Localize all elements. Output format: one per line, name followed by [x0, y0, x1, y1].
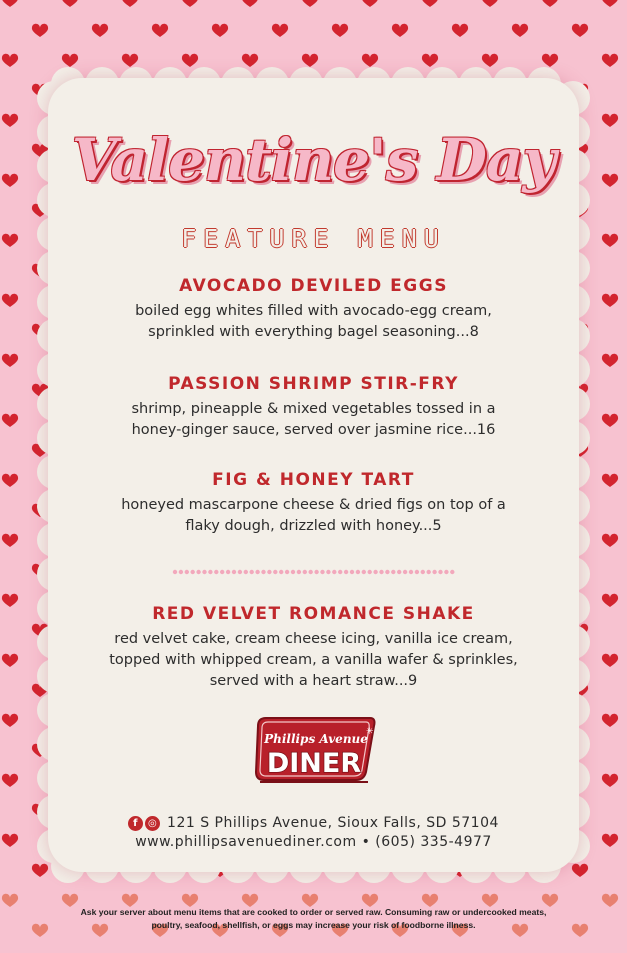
divider-dot [273, 570, 277, 574]
divider-dot [415, 570, 419, 574]
divider-dot [220, 570, 224, 574]
divider-dot [208, 570, 212, 574]
divider-dot [379, 570, 383, 574]
menu-item [48, 276, 579, 343]
sparkle-icon: ✳ [366, 727, 374, 737]
divider-dot [303, 570, 307, 574]
address-line [48, 815, 579, 831]
divider-dot [191, 570, 195, 574]
menu-item-name: RED VELVET ROMANCE SHAKE [152, 604, 475, 624]
divider-dot [409, 570, 413, 574]
divider-dot [438, 570, 442, 574]
divider-dot [385, 570, 389, 574]
page-title: Valentine's Day [71, 126, 556, 194]
divider-dot [350, 570, 354, 574]
dotted-divider [172, 568, 456, 576]
divider-dot [338, 570, 342, 574]
divider-dot [397, 570, 401, 574]
divider-dot [432, 570, 436, 574]
divider-dot [326, 570, 330, 574]
divider-dot [255, 570, 259, 574]
divider-dot [391, 570, 395, 574]
page-subtitle: FEATURE MENU [181, 224, 446, 253]
logo-main-text: DINER [266, 748, 362, 779]
menu-item-description: boiled egg whites filled with avocado-egg cream, sprinkled with everything bagel seasoning...8 [135, 303, 492, 340]
divider-dot [185, 570, 189, 574]
address-text: 121 S Phillips Avenue, Sioux Falls, SD 57104 [167, 815, 499, 831]
instagram-icon[interactable]: ◎ [145, 816, 160, 831]
divider-dot [179, 570, 183, 574]
website-phone[interactable]: www.phillipsavenuediner.com • (605) 335-4977 [135, 834, 492, 850]
logo-top-text: Phillips Avenue [264, 732, 368, 746]
divider-dot [244, 570, 248, 574]
divider-dot [285, 570, 289, 574]
menu-item-name: AVOCADO DEVILED EGGS [179, 276, 448, 296]
facebook-icon[interactable]: f [128, 816, 143, 831]
divider-dot [214, 570, 218, 574]
menu-item [48, 470, 579, 537]
divider-dot [427, 570, 431, 574]
menu-item-name: PASSION SHRIMP STIR-FRY [168, 374, 459, 394]
divider-dot [267, 570, 271, 574]
divider-dot [250, 570, 254, 574]
menu-item-name: FIG & HONEY TART [212, 470, 415, 490]
divider-dot [362, 570, 366, 574]
divider-dot [173, 570, 177, 574]
divider-dot [279, 570, 283, 574]
divider-dot [226, 570, 230, 574]
menu-item-description: honeyed mascarpone cheese & dried figs on top of a flaky dough, drizzled with honey...5 [121, 497, 506, 534]
menu-item-description: shrimp, pineapple & mixed vegetables tossed in a honey-ginger sauce, served over jasmine rice...16 [131, 401, 496, 438]
disclaimer: Ask your server about menu items that are cooked to order or served raw. Consuming raw or undercooked meats, poultry, seafood, shellfish, or eggs may increase your risk of foodborne illness. [80, 907, 547, 930]
divider-dot [421, 570, 425, 574]
divider-dot [356, 570, 360, 574]
divider-dot [196, 570, 200, 574]
diner-logo [250, 716, 378, 792]
divider-dot [291, 570, 295, 574]
divider-dot [261, 570, 265, 574]
divider-dot [314, 570, 318, 574]
menu-item [48, 374, 579, 441]
divider-dot [202, 570, 206, 574]
divider-dot [332, 570, 336, 574]
divider-dot [403, 570, 407, 574]
divider-dot [444, 570, 448, 574]
divider-dot [373, 570, 377, 574]
menu-item [48, 604, 579, 692]
divider-dot [232, 570, 236, 574]
menu-item-description: red velvet cake, cream cheese icing, vanilla ice cream, topped with whipped cream, a vanilla wafer & sprinkles, served with a heart straw...9 [109, 631, 518, 689]
divider-dot [238, 570, 242, 574]
divider-dot [320, 570, 324, 574]
divider-dot [344, 570, 348, 574]
divider-dot [309, 570, 313, 574]
divider-dot [368, 570, 372, 574]
divider-dot [450, 570, 454, 574]
menu-content [48, 78, 579, 872]
divider-dot [297, 570, 301, 574]
